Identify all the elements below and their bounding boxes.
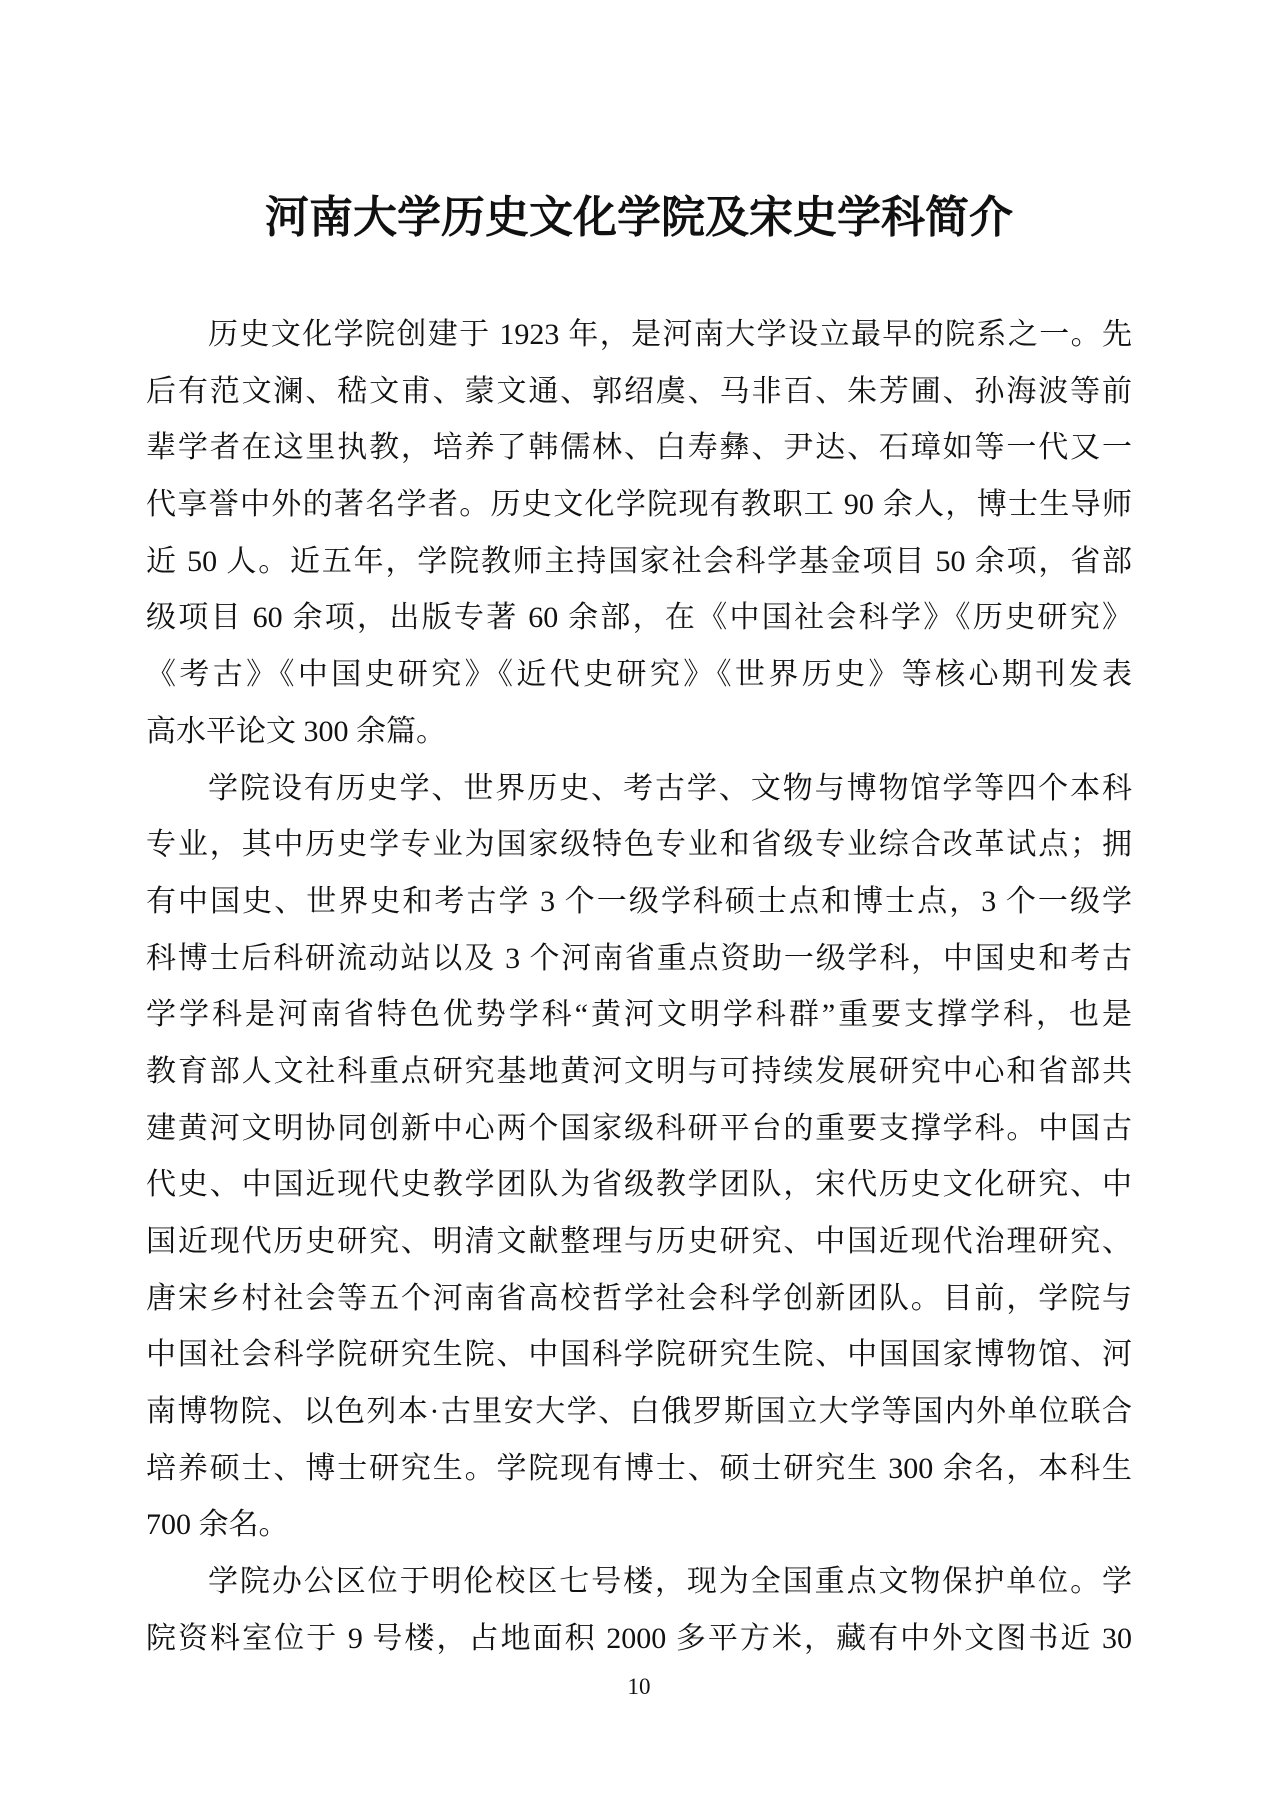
text-line: 学学科是河南省特色优势学科“黄河文明学科群”重要支撑学科，也是 <box>146 998 1132 1032</box>
page-number: 10 <box>627 1674 651 1699</box>
document-title: 河南大学历史文化学院及宋史学科简介 <box>265 193 1013 242</box>
text-line: 高水平论文 300 余篇。 <box>146 714 446 748</box>
text-line: 培养硕士、博士研究生。学院现有博士、硕士研究生 300 余名，本科生 <box>146 1451 1132 1485</box>
text-line: 教育部人文社科重点研究基地黄河文明与可持续发展研究中心和省部共 <box>146 1054 1132 1088</box>
text-line: 中国社会科学院研究生院、中国科学院研究生院、中国国家博物馆、河 <box>146 1338 1132 1372</box>
text-line: 代享誉中外的著名学者。历史文化学院现有教职工 90 余人，博士生导师 <box>146 488 1132 522</box>
document-body <box>146 307 1132 1668</box>
text-line: 有中国史、世界史和考古学 3 个一级学科硕士点和博士点，3 个一级学 <box>146 884 1132 918</box>
paragraph <box>146 307 1132 761</box>
text-line: 近 50 人。近五年，学院教师主持国家社会科学基金项目 50 余项，省部 <box>146 544 1132 578</box>
paragraph <box>146 1554 1132 1667</box>
paragraph <box>146 761 1132 1555</box>
text-line: 700 余名。 <box>146 1508 289 1542</box>
text-line: 历史文化学院创建于 1923 年，是河南大学设立最早的院系之一。先 <box>208 318 1132 351</box>
text-line: 建黄河文明协同创新中心两个国家级科研平台的重要支撑学科。中国古 <box>146 1111 1132 1145</box>
text-line: 学院设有历史学、世界历史、考古学、文物与博物馆学等四个本科 <box>208 771 1132 805</box>
text-line: 学院办公区位于明伦校区七号楼，现为全国重点文物保护单位。学 <box>208 1565 1132 1599</box>
text-line: 辈学者在这里执教，培养了韩儒林、白寿彝、尹达、石璋如等一代又一 <box>146 431 1132 465</box>
text-line: 院资料室位于 9 号楼，占地面积 2000 多平方米，藏有中外文图书近 30 <box>146 1621 1132 1655</box>
text-line: 级项目 60 余项，出版专著 60 余部，在《中国社会科学》《历史研究》 <box>146 601 1132 635</box>
text-line: 唐宋乡村社会等五个河南省高校哲学社会科学创新团队。目前，学院与 <box>146 1281 1132 1315</box>
text-line: 科博士后科研流动站以及 3 个河南省重点资助一级学科，中国史和考古 <box>146 941 1132 975</box>
text-line: 国近现代历史研究、明清文献整理与历史研究、中国近现代治理研究、 <box>146 1225 1132 1258</box>
text-line: 后有范文澜、嵇文甫、蒙文通、郭绍虞、马非百、朱芳圃、孙海波等前 <box>146 374 1132 408</box>
text-line: 《考古》《中国史研究》《近代史研究》《世界历史》等核心期刊发表 <box>146 658 1132 692</box>
text-line: 代史、中国近现代史教学团队为省级教学团队，宋代历史文化研究、中 <box>146 1168 1132 1202</box>
text-line: 专业，其中历史学专业为国家级特色专业和省级专业综合改革试点；拥 <box>146 828 1132 862</box>
text-line: 南博物院、以色列本·古里安大学、白俄罗斯国立大学等国内外单位联合 <box>146 1395 1132 1429</box>
